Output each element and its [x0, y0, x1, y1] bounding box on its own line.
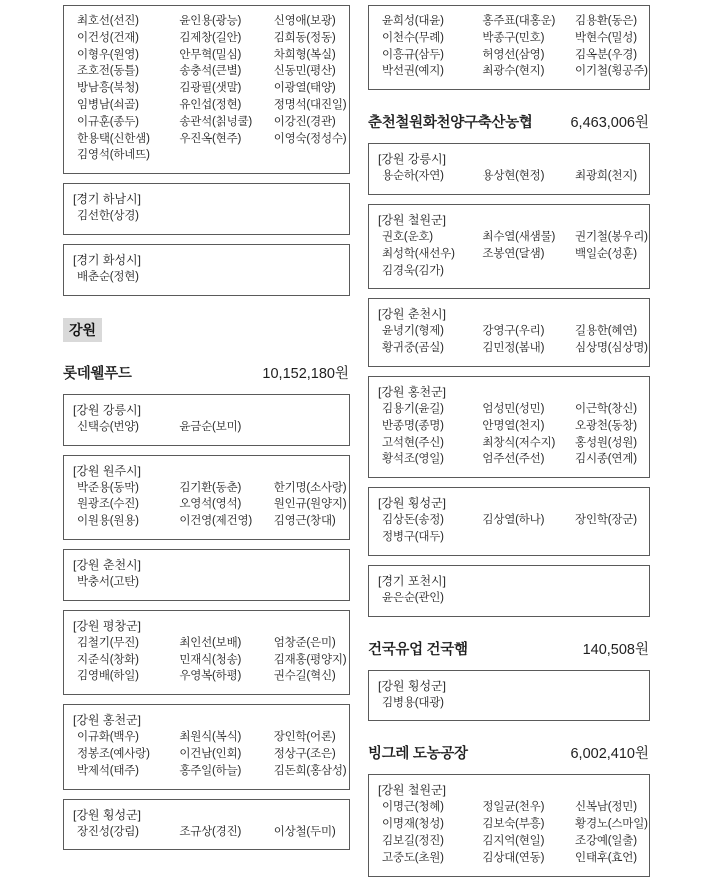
donor-name: 원광조(수진) [77, 498, 139, 511]
donor-name: 조봉연(달샘) [482, 247, 545, 260]
donor-name: 조강예(일출) [575, 834, 637, 847]
donor-name: 안무혁(밀심) [179, 48, 242, 61]
names-grid [77, 824, 341, 841]
donor-name: 인태후(효언) [575, 851, 637, 864]
donor-name: 김희동(정동) [273, 31, 336, 44]
names-grid [382, 323, 648, 357]
donor-name: 송충석(큰별) [179, 65, 242, 78]
donor-name: 정일균(천우) [482, 801, 545, 814]
donor-name: 윤금순(보미) [179, 420, 242, 433]
region-box [368, 774, 650, 876]
donor-name: 김선한(상경) [77, 210, 139, 223]
donor-name: 신택승(번양) [77, 420, 139, 433]
donor-name: 이원용(원용) [77, 515, 139, 528]
donor-name: 김민정(봄내) [482, 342, 545, 355]
donor-name: 유인섭(정현) [179, 98, 242, 111]
donor-name: 김영석(하네뜨) [77, 149, 150, 162]
region-label: [강원 강릉시] [73, 402, 141, 417]
names-grid [382, 13, 648, 80]
region-box [63, 394, 350, 446]
names-grid [77, 729, 347, 779]
donor-name: 이명근(청혜) [382, 801, 444, 814]
region-box [63, 704, 350, 789]
donor-name: 신영애(보광) [273, 15, 336, 27]
donor-name: 우영복(하평) [179, 670, 242, 683]
donor-name: 김옥분(우경) [575, 48, 637, 61]
company-name: 빙그레 도농공장 [368, 746, 468, 763]
donor-name: 강영구(우리) [482, 325, 545, 338]
donor-name: 용상현(현정) [482, 170, 545, 183]
region-label: [강원 철원군] [378, 783, 446, 798]
donor-name: 김돈희(홍삼성) [273, 764, 347, 777]
donor-name: 고중도(초원) [382, 851, 444, 864]
donor-name: 반종명(종명) [382, 419, 444, 432]
donor-name: 임병남(쇠골) [77, 98, 139, 111]
company-amount: 6,002,410원 [570, 746, 649, 763]
region-label: [강원 춘천시] [378, 307, 446, 322]
company-amount: 140,508원 [582, 641, 649, 658]
region-box [368, 376, 650, 478]
names-grid [382, 799, 648, 866]
donor-name: 이기철(횡공주) [575, 65, 648, 78]
region-box [368, 670, 650, 722]
donor-name: 배춘순(정현) [77, 270, 139, 283]
donor-name: 이건영(제건영) [179, 515, 253, 528]
donor-name: 송관석(칡넝쿨) [179, 115, 253, 128]
donor-name: 이명재(청성) [382, 818, 444, 831]
donor-name: 김철기(무진) [77, 636, 139, 649]
donor-name: 홍주표(대홍운) [482, 15, 556, 27]
names-grid [382, 168, 641, 185]
donor-name: 최성학(새선우) [382, 247, 455, 260]
region-box [63, 244, 350, 296]
donor-name: 신복남(정민) [575, 801, 637, 814]
region-box [368, 143, 650, 195]
donor-name: 김용기(윤길) [382, 402, 444, 415]
region-label: [강원 원주시] [73, 463, 141, 478]
donor-name: 조규상(경진) [179, 825, 242, 838]
region-box [63, 549, 350, 601]
donor-name: 민재식(청송) [179, 653, 242, 666]
donor-name: 한기명(소사랑) [273, 481, 347, 494]
donor-name: 이규훈(종두) [77, 115, 139, 128]
donor-name: 이건남(인회) [179, 747, 242, 760]
donor-name: 심상명(심상명) [575, 342, 648, 355]
region-box [368, 204, 650, 289]
donor-name: 홍성원(성원) [575, 436, 637, 449]
donor-name: 한용택(신한샘) [77, 132, 150, 145]
donor-name: 안명열(천지) [482, 419, 545, 432]
donor-name: 황귀중(곰실) [382, 342, 444, 355]
donor-name: 이근학(창신) [575, 402, 637, 415]
region-label: [강원 횡성군] [378, 678, 446, 693]
region-label: [경기 하남시] [73, 192, 141, 207]
region-label: [강원 횡성군] [73, 807, 141, 822]
company-name: 춘천철원화천양구축산농협 [368, 115, 533, 132]
donor-name: 김용환(동은) [575, 15, 637, 27]
donor-name: 방남흥(북청) [77, 82, 139, 95]
region-label: [강원 홍천군] [378, 384, 446, 399]
donor-name: 권기철(봉우리) [575, 230, 648, 243]
donor-name: 김병용(대광) [382, 696, 444, 709]
region-box [368, 487, 650, 556]
donor-name: 윤녕기(형제) [382, 325, 444, 338]
region-label: [경기 화성시] [73, 252, 141, 267]
region-label: [강원 횡성군] [378, 496, 446, 511]
donor-name: 최창식(저수지) [482, 436, 556, 449]
company-amount: 10,152,180원 [262, 365, 349, 382]
company-name: 롯데웰푸드 [63, 365, 132, 382]
donor-name: 최수열(새샘물) [482, 230, 556, 243]
donor-name: 김경욱(김가) [382, 264, 444, 277]
donor-name: 정봉조(예사랑) [77, 747, 150, 760]
donor-name: 박충서(고탄) [77, 575, 139, 588]
province-section-header: 강원 [63, 318, 102, 342]
company-row [368, 742, 649, 763]
donor-name: 김상돈(송정) [382, 514, 444, 527]
donor-name: 이규화(백우) [77, 731, 139, 744]
donor-name: 황경노(스마일) [575, 818, 648, 831]
donor-name: 이강진(경관) [273, 115, 336, 128]
donor-name: 박선권(예지) [382, 65, 444, 78]
names-grid [77, 269, 341, 286]
donor-name: 황석조(영일) [382, 453, 444, 466]
donor-name: 김재홍(평양지) [273, 653, 347, 666]
region-box [63, 610, 350, 695]
names-grid [382, 229, 648, 279]
donor-name: 박준용(동막) [77, 481, 139, 494]
donor-name: 김영근(창대) [273, 515, 336, 528]
donor-name: 박제석(태주) [77, 764, 139, 777]
donor-name: 엄창준(은미) [273, 636, 336, 649]
names-grid [77, 208, 341, 225]
donor-name: 박현수(밀성) [575, 31, 637, 44]
donor-name: 이광열(태양) [273, 82, 336, 95]
donor-name: 최인선(보배) [179, 636, 242, 649]
donor-name: 정상구(조은) [273, 747, 336, 760]
donor-name: 이건성(건재) [77, 31, 139, 44]
names-grid [382, 512, 641, 546]
donor-name: 신동민(평산) [273, 65, 336, 78]
region-box [63, 799, 350, 851]
donor-name: 용순하(자연) [382, 170, 444, 183]
names-grid [77, 480, 347, 530]
region-box [63, 5, 350, 174]
names-grid [382, 590, 641, 607]
donor-name: 정병구(대두) [382, 530, 444, 543]
donor-name: 최광희(천지) [575, 170, 637, 183]
donor-name: 김보숙(부흥) [482, 818, 545, 831]
donor-name: 오광천(동창) [575, 419, 637, 432]
donor-name: 허영선(삼영) [482, 48, 545, 61]
company-row [368, 111, 649, 132]
region-label: [강원 철원군] [378, 212, 446, 227]
region-box [368, 565, 650, 617]
donor-name: 박종구(민호) [482, 31, 545, 44]
donor-name: 장진성(강림) [77, 825, 139, 838]
donor-name: 조호전(동틀) [77, 65, 139, 78]
donor-name: 최원식(복식) [179, 731, 242, 744]
donor-name: 이흥규(삼두) [382, 48, 444, 61]
region-box [63, 455, 350, 540]
names-grid [382, 401, 641, 468]
donor-name: 이형우(원영) [77, 48, 139, 61]
company-amount: 6,463,006원 [570, 115, 649, 132]
right-column [368, 5, 650, 886]
donor-name: 길용한(혜연) [575, 325, 637, 338]
donor-name: 김상열(하나) [482, 514, 545, 527]
donor-name: 윤인용(광능) [179, 15, 242, 27]
donor-name: 오영석(영석) [179, 498, 242, 511]
donor-name: 권수길(혁신) [273, 670, 336, 683]
donor-name: 홍주일(하늘) [179, 764, 242, 777]
donor-name: 윤은순(관인) [382, 591, 444, 604]
donor-name: 이상철(두미) [273, 825, 336, 838]
region-label: [경기 포천시] [378, 573, 446, 588]
donor-name: 김지억(현일) [482, 834, 545, 847]
company-row [63, 362, 349, 383]
donor-name: 김시종(연계) [575, 453, 637, 466]
donor-name: 최호선(선진) [77, 15, 139, 27]
donor-name: 엄주선(주선) [482, 453, 545, 466]
donor-name: 김영배(하일) [77, 670, 139, 683]
donor-name: 이천수(무례) [382, 31, 444, 44]
region-box [368, 5, 650, 90]
donor-name: 장인학(장군) [575, 514, 637, 527]
donor-name: 이영숙(정성수) [273, 132, 347, 145]
names-grid [77, 635, 347, 685]
names-grid [382, 695, 641, 712]
names-grid [77, 574, 341, 591]
donor-name: 김보길(정진) [382, 834, 444, 847]
donor-name: 장인학(어론) [273, 731, 336, 744]
donor-name: 우진옥(현주) [179, 132, 242, 145]
region-box [368, 298, 650, 367]
donor-name: 지준식(창화) [77, 653, 139, 666]
donor-name: 원인규(원양지) [273, 498, 347, 511]
donor-name: 김상대(연동) [482, 851, 545, 864]
left-column [63, 5, 350, 886]
donor-name: 최광수(현지) [482, 65, 545, 78]
company-name: 건국유업 건국햄 [368, 641, 468, 658]
donor-name: 김광필(샛말) [179, 82, 242, 95]
donor-name: 정명석(대진일) [273, 98, 347, 111]
donor-name: 차희형(복실) [273, 48, 336, 61]
region-label: [강원 춘천시] [73, 557, 141, 572]
donor-name: 권호(운호) [382, 230, 433, 243]
region-label: [강원 강릉시] [378, 152, 446, 167]
region-label: [강원 홍천군] [73, 713, 141, 728]
donor-name: 김기환(동춘) [179, 481, 242, 494]
donor-name: 김제창(길안) [179, 31, 242, 44]
region-label: [강원 평창군] [73, 618, 141, 633]
donor-name: 엄성민(성민) [482, 402, 545, 415]
region-box [63, 183, 350, 235]
names-grid [77, 419, 341, 436]
donor-name: 백일순(성훈) [575, 247, 637, 260]
donor-name: 윤희성(대윤) [382, 15, 444, 27]
donor-name: 고석현(주신) [382, 436, 444, 449]
names-grid [77, 13, 347, 164]
company-row [368, 638, 649, 659]
